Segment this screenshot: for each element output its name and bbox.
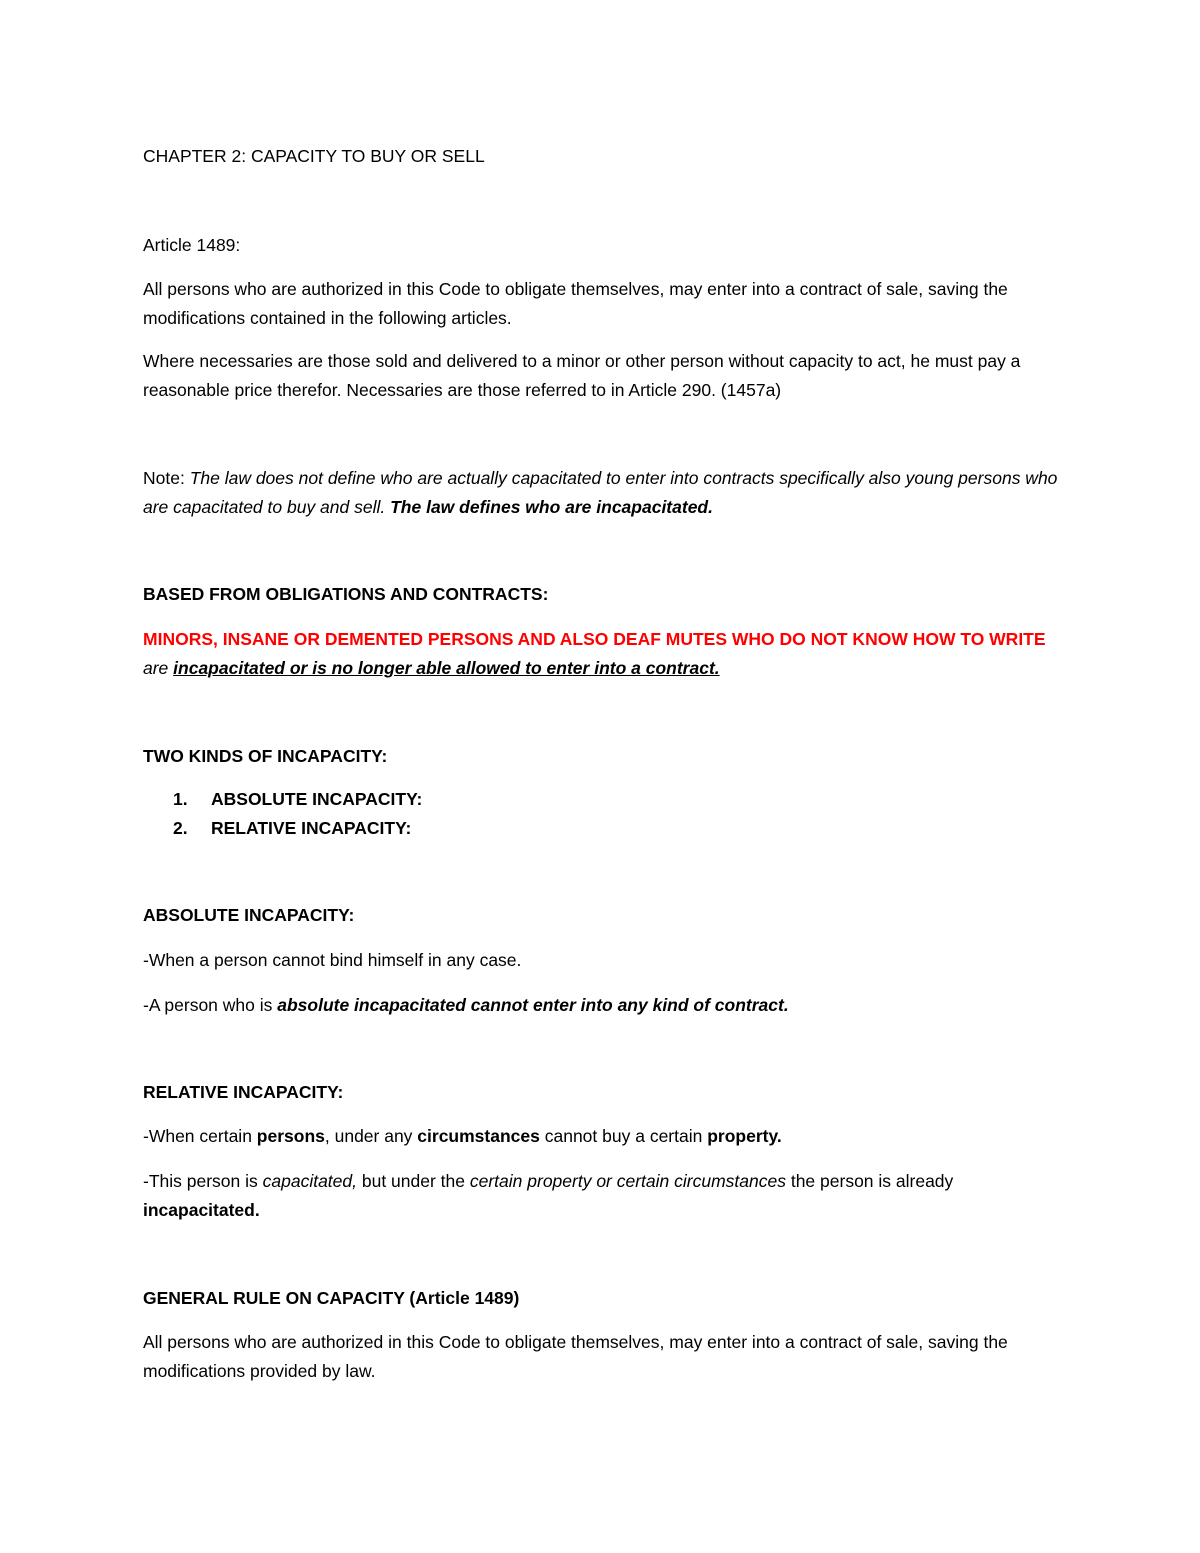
kinds-list (173, 785, 1053, 843)
relative-line-1-bold: circumstances (417, 1126, 540, 1146)
connector-text: are (143, 658, 174, 678)
absolute-line-2 (143, 991, 1063, 1020)
relative-line-2 (143, 1167, 1063, 1225)
general-rule-heading: GENERAL RULE ON CAPACITY (Article 1489) (143, 1288, 520, 1308)
absolute-line-2-prefix: -A person who is (143, 995, 278, 1015)
list-item-number: 2. (173, 818, 188, 838)
incapacitated-definition-text: incapacitated or is no longer able allowed to enter into a contract. (173, 658, 720, 678)
absolute-heading: ABSOLUTE INCAPACITY: (143, 905, 355, 925)
relative-line-1-bold: persons (256, 1126, 325, 1146)
relative-heading: RELATIVE INCAPACITY: (143, 1082, 344, 1102)
obligations-paragraph (143, 625, 1063, 683)
general-rule-text: All persons who are authorized in this Code to obligate themselves, may enter into a contract of sale, saving the modifications provided by law. (143, 1332, 1008, 1381)
note-bold-italic-text: The law defines who are incapacitated. (385, 497, 713, 517)
list-item (173, 814, 1053, 843)
note-label: Note: (143, 468, 185, 488)
chapter-title: CHAPTER 2: CAPACITY TO BUY OR SELL (143, 146, 485, 166)
relative-line-2-part: -This person is (143, 1171, 263, 1191)
relative-line-2-part: but under the (357, 1171, 470, 1191)
list-item-number: 1. (173, 789, 188, 809)
relative-line-1-bold: property. (707, 1126, 782, 1146)
list-item-label: RELATIVE INCAPACITY: (211, 818, 412, 838)
obligations-heading: BASED FROM OBLIGATIONS AND CONTRACTS: (143, 584, 549, 604)
relative-line-1-part: -When certain (143, 1126, 257, 1146)
article-heading: Article 1489: (143, 235, 241, 255)
list-item-label: ABSOLUTE INCAPACITY: (211, 789, 423, 809)
incapacitated-persons-text: MINORS, INSANE OR DEMENTED PERSONS AND ALSO DEAF MUTES WHO DO NOT KNOW HOW TO WRITE (143, 629, 1046, 649)
note-paragraph (143, 464, 1063, 522)
relative-line-1-part: , under any (324, 1126, 418, 1146)
relative-line-1 (143, 1122, 1063, 1151)
list-item (173, 785, 1053, 814)
note-italic-text: The law does not define who are actually capacitated to enter into contracts specifically also young persons who are capacitated to buy and sell. (143, 468, 1058, 517)
relative-line-2-italic: capacitated, (262, 1171, 357, 1191)
article-paragraph-1: All persons who are authorized in this Code to obligate themselves, may enter into a contract of sale, saving the modifications contained in the following articles. (143, 279, 1008, 328)
absolute-line-1: -When a person cannot bind himself in any case. (143, 950, 522, 970)
relative-line-1-part: cannot buy a certain (539, 1126, 708, 1146)
absolute-line-2-emphasis: absolute incapacitated cannot enter into any kind of contract. (277, 995, 789, 1015)
relative-line-2-italic: certain property or certain circumstances (469, 1171, 786, 1191)
article-paragraph-2: Where necessaries are those sold and delivered to a minor or other person without capacity to act, he must pay a reasonable price therefor. Necessaries are those referred to in Article 290. (1457a) (143, 351, 1021, 400)
relative-line-2-part: the person is already (785, 1171, 954, 1191)
relative-line-2-bold: incapacitated. (143, 1200, 260, 1220)
kinds-heading: TWO KINDS OF INCAPACITY: (143, 746, 388, 766)
